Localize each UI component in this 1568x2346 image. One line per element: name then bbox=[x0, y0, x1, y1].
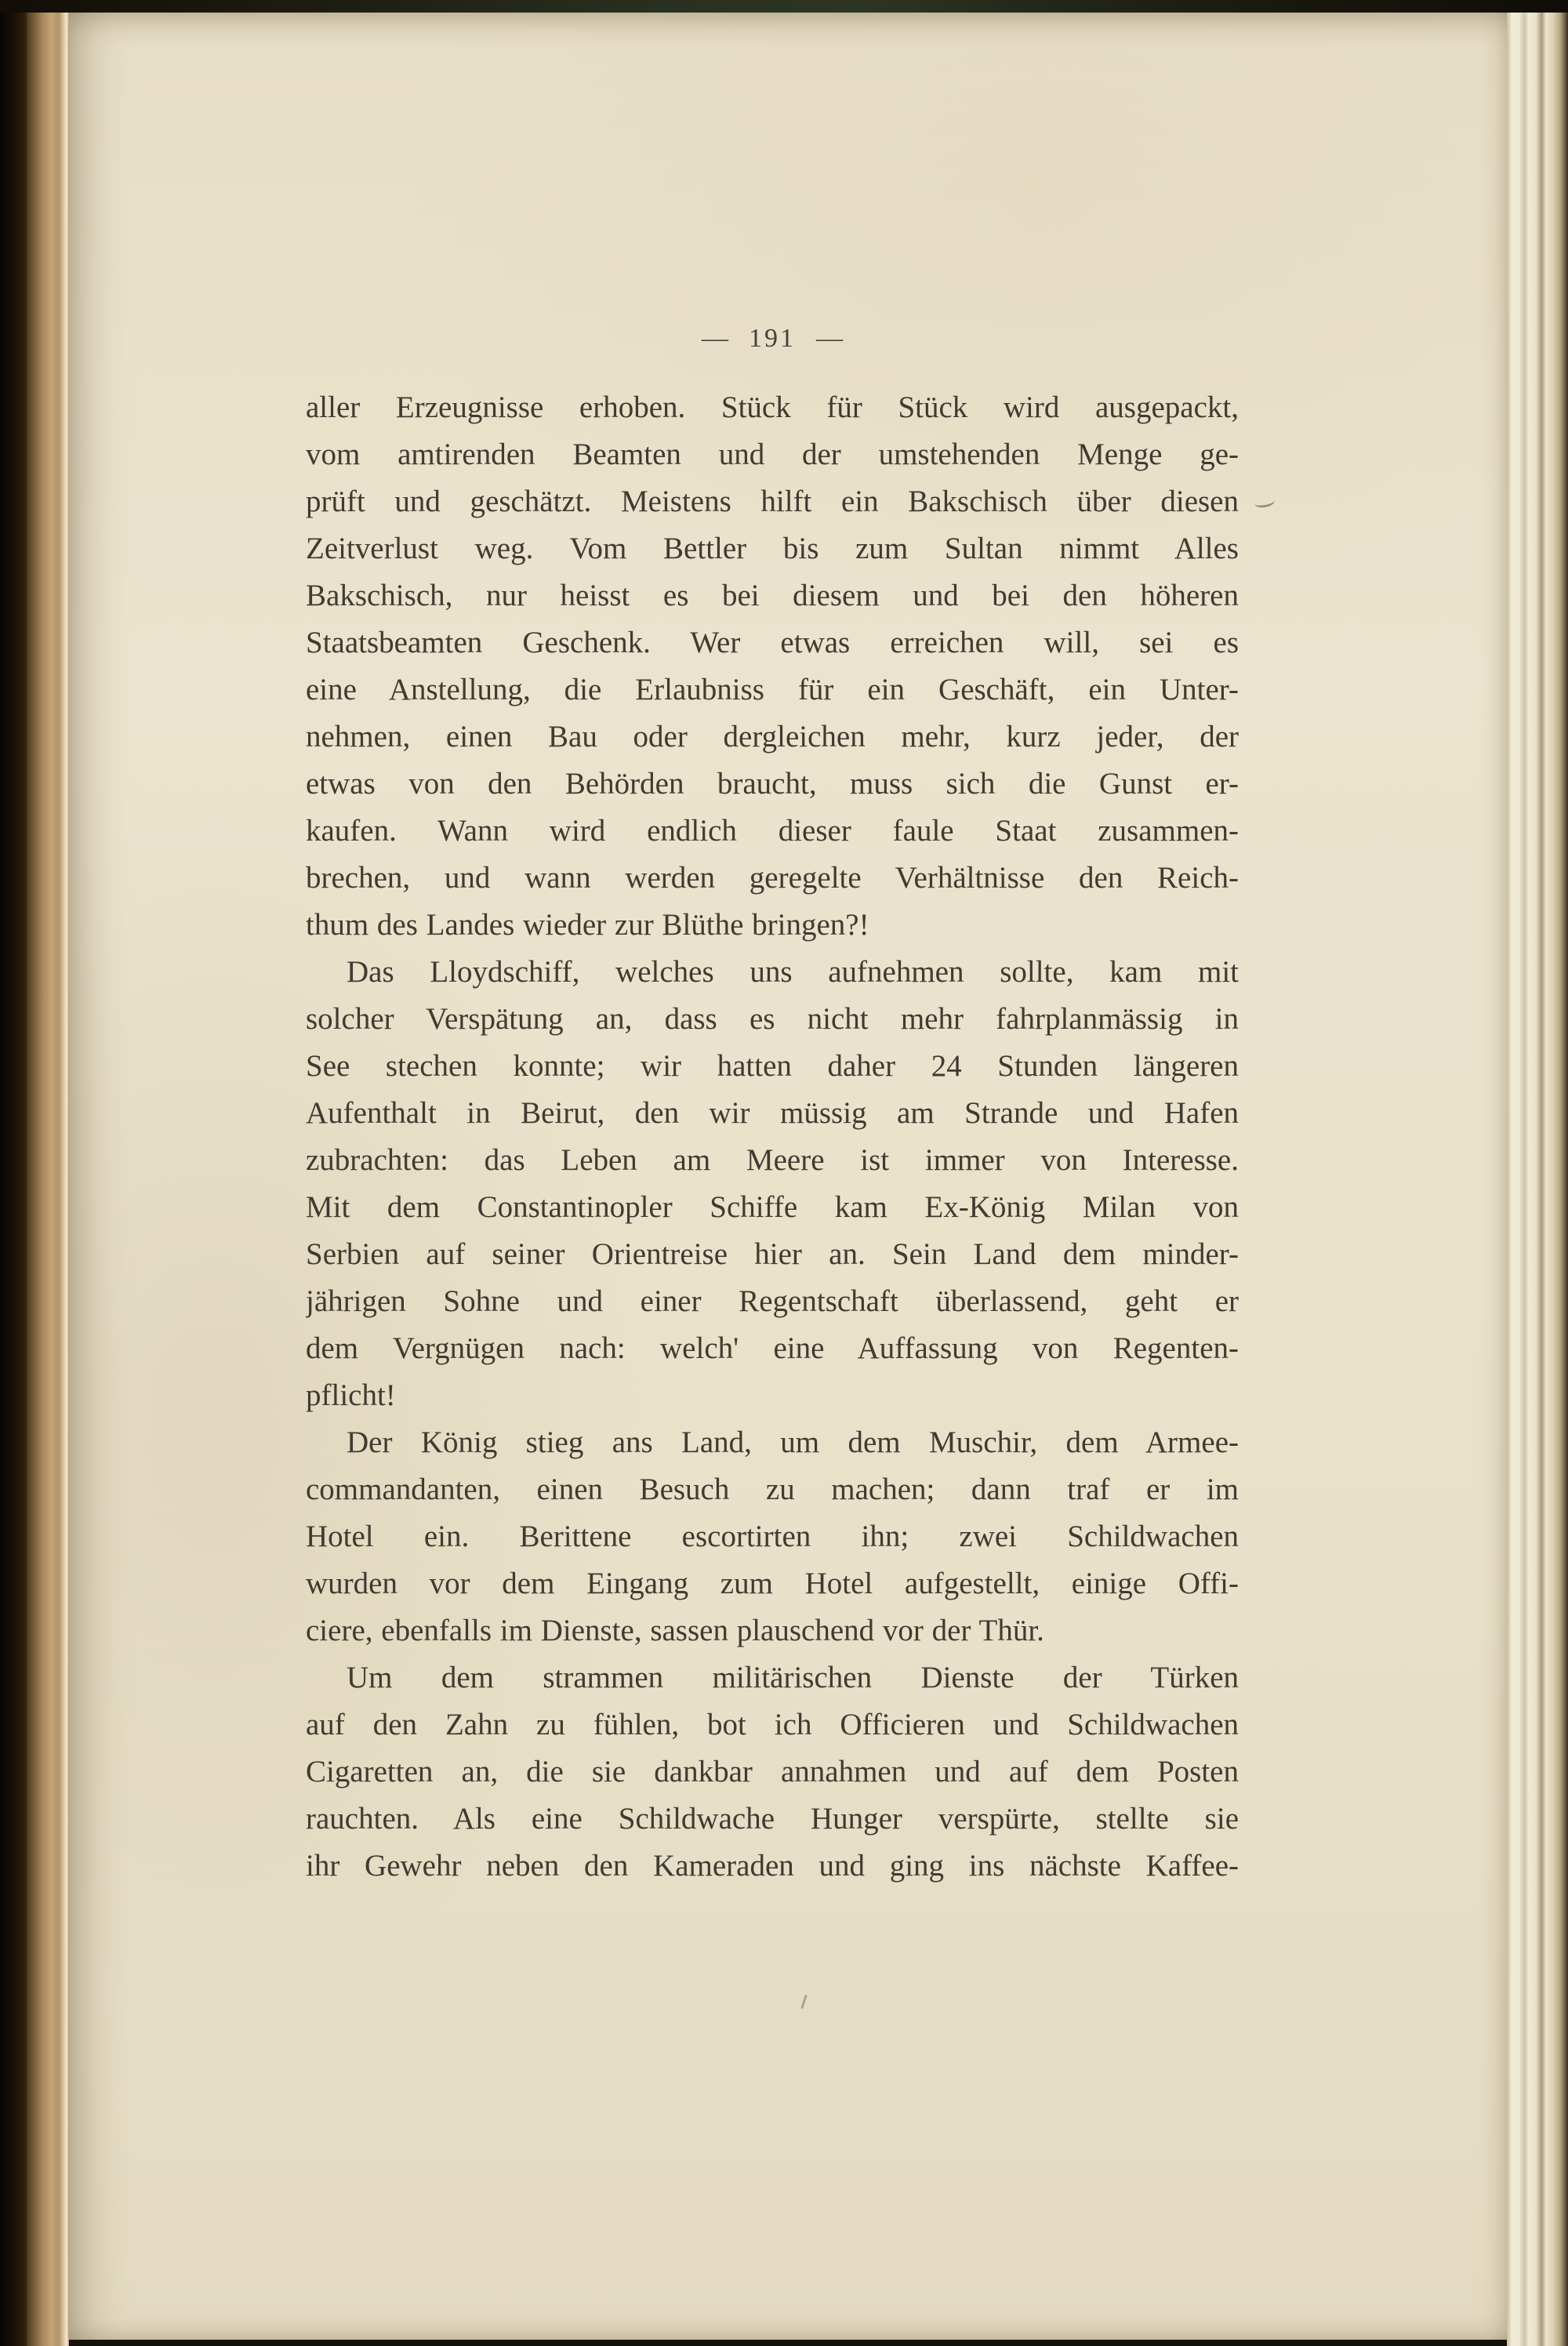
text-line: ciere, ebenfalls im Dienste, sassen plauschend vor der Thür. bbox=[306, 1614, 1044, 1647]
text-line: auf den Zahn zu fühlen, bot ich Officieren und Schildwachen bbox=[306, 1708, 1239, 1741]
text-line: Aufenthalt in Beirut, den wir müssig am Strande und Hafen bbox=[306, 1096, 1239, 1130]
text-line: Bakschisch, nur heisst es bei diesem und bei den höheren bbox=[306, 579, 1239, 612]
page-number-value: 191 bbox=[749, 324, 796, 353]
scan-mark bbox=[1254, 496, 1276, 509]
text-line: dem Vergnügen nach: welch' eine Auffassung von Regenten- bbox=[306, 1331, 1239, 1365]
text-line: aller Erzeugnisse erhoben. Stück für Stück wird ausgepackt, bbox=[306, 390, 1239, 424]
right-page-stack-edge bbox=[1507, 8, 1568, 2346]
page-number bbox=[306, 320, 1239, 358]
text-line: zubrachten: das Leben am Meere ist immer von Interesse. bbox=[306, 1143, 1239, 1177]
text-line: Mit dem Constantinopler Schiffe kam Ex-König Milan von bbox=[306, 1190, 1239, 1224]
text-line: jährigen Sohne und einer Regentschaft überlassend, geht er bbox=[306, 1284, 1239, 1318]
text-line: brechen, und wann werden geregelte Verhältnisse den Reich- bbox=[306, 861, 1239, 895]
text-line: nehmen, einen Bau oder dergleichen mehr, kurz jeder, der bbox=[306, 720, 1239, 754]
text-line: Staatsbeamten Geschenk. Wer etwas erreichen will, sei es bbox=[306, 626, 1239, 659]
text-line: Cigaretten an, die sie dankbar annahmen und auf dem Posten bbox=[306, 1755, 1239, 1789]
text-line: Das Lloydschiff, welches uns aufnehmen sollte, kam mit bbox=[347, 955, 1239, 989]
text-block bbox=[306, 384, 1239, 1890]
left-page-stack-edge bbox=[27, 5, 69, 2346]
text-line: Serbien auf seiner Orientreise hier an. Sein Land dem minder- bbox=[306, 1237, 1239, 1271]
book-top-edge bbox=[0, 0, 1568, 13]
text-line: eine Anstellung, die Erlaubniss für ein Geschäft, ein Unter- bbox=[306, 673, 1239, 706]
book-binding-edge bbox=[0, 0, 27, 2346]
book-page bbox=[69, 13, 1507, 2340]
text-line: rauchten. Als eine Schildwache Hunger verspürte, stellte sie bbox=[306, 1802, 1239, 1836]
text-line: kaufen. Wann wird endlich dieser faule Staat zusammen- bbox=[306, 814, 1239, 848]
text-line: etwas von den Behörden braucht, muss sich die Gunst er- bbox=[306, 767, 1239, 801]
scan-mark bbox=[800, 1995, 807, 2009]
text-line: See stechen konnte; wir hatten daher 24 Stunden längeren bbox=[306, 1049, 1239, 1083]
text-line: solcher Verspätung an, dass es nicht mehr fahrplanmässig in bbox=[306, 1002, 1239, 1036]
text-line: commandanten, einen Besuch zu machen; dann traf er im bbox=[306, 1473, 1239, 1506]
text-line: Um dem strammen militärischen Dienste der Türken bbox=[347, 1661, 1239, 1694]
text-line: ihr Gewehr neben den Kameraden und ging ins nächste Kaffee- bbox=[306, 1849, 1239, 1883]
page-number-left-dash: — bbox=[702, 324, 728, 353]
text-line: vom amtirenden Beamten und der umstehenden Menge ge- bbox=[306, 438, 1239, 471]
text-line: wurden vor dem Eingang zum Hotel aufgestellt, einige Offi- bbox=[306, 1567, 1239, 1600]
text-line: prüft und geschätzt. Meistens hilft ein Bakschisch über diesen bbox=[306, 485, 1239, 518]
text-line: pflicht! bbox=[306, 1378, 396, 1412]
text-line: Zeitverlust weg. Vom Bettler bis zum Sultan nimmt Alles bbox=[306, 532, 1239, 565]
text-line: thum des Landes wieder zur Blüthe bringen?! bbox=[306, 908, 869, 942]
text-line: Der König stieg ans Land, um dem Muschir, dem Armee- bbox=[347, 1425, 1239, 1459]
text-line: Hotel ein. Berittene escortirten ihn; zwei Schildwachen bbox=[306, 1520, 1239, 1553]
page-number-right-dash: — bbox=[816, 324, 843, 353]
